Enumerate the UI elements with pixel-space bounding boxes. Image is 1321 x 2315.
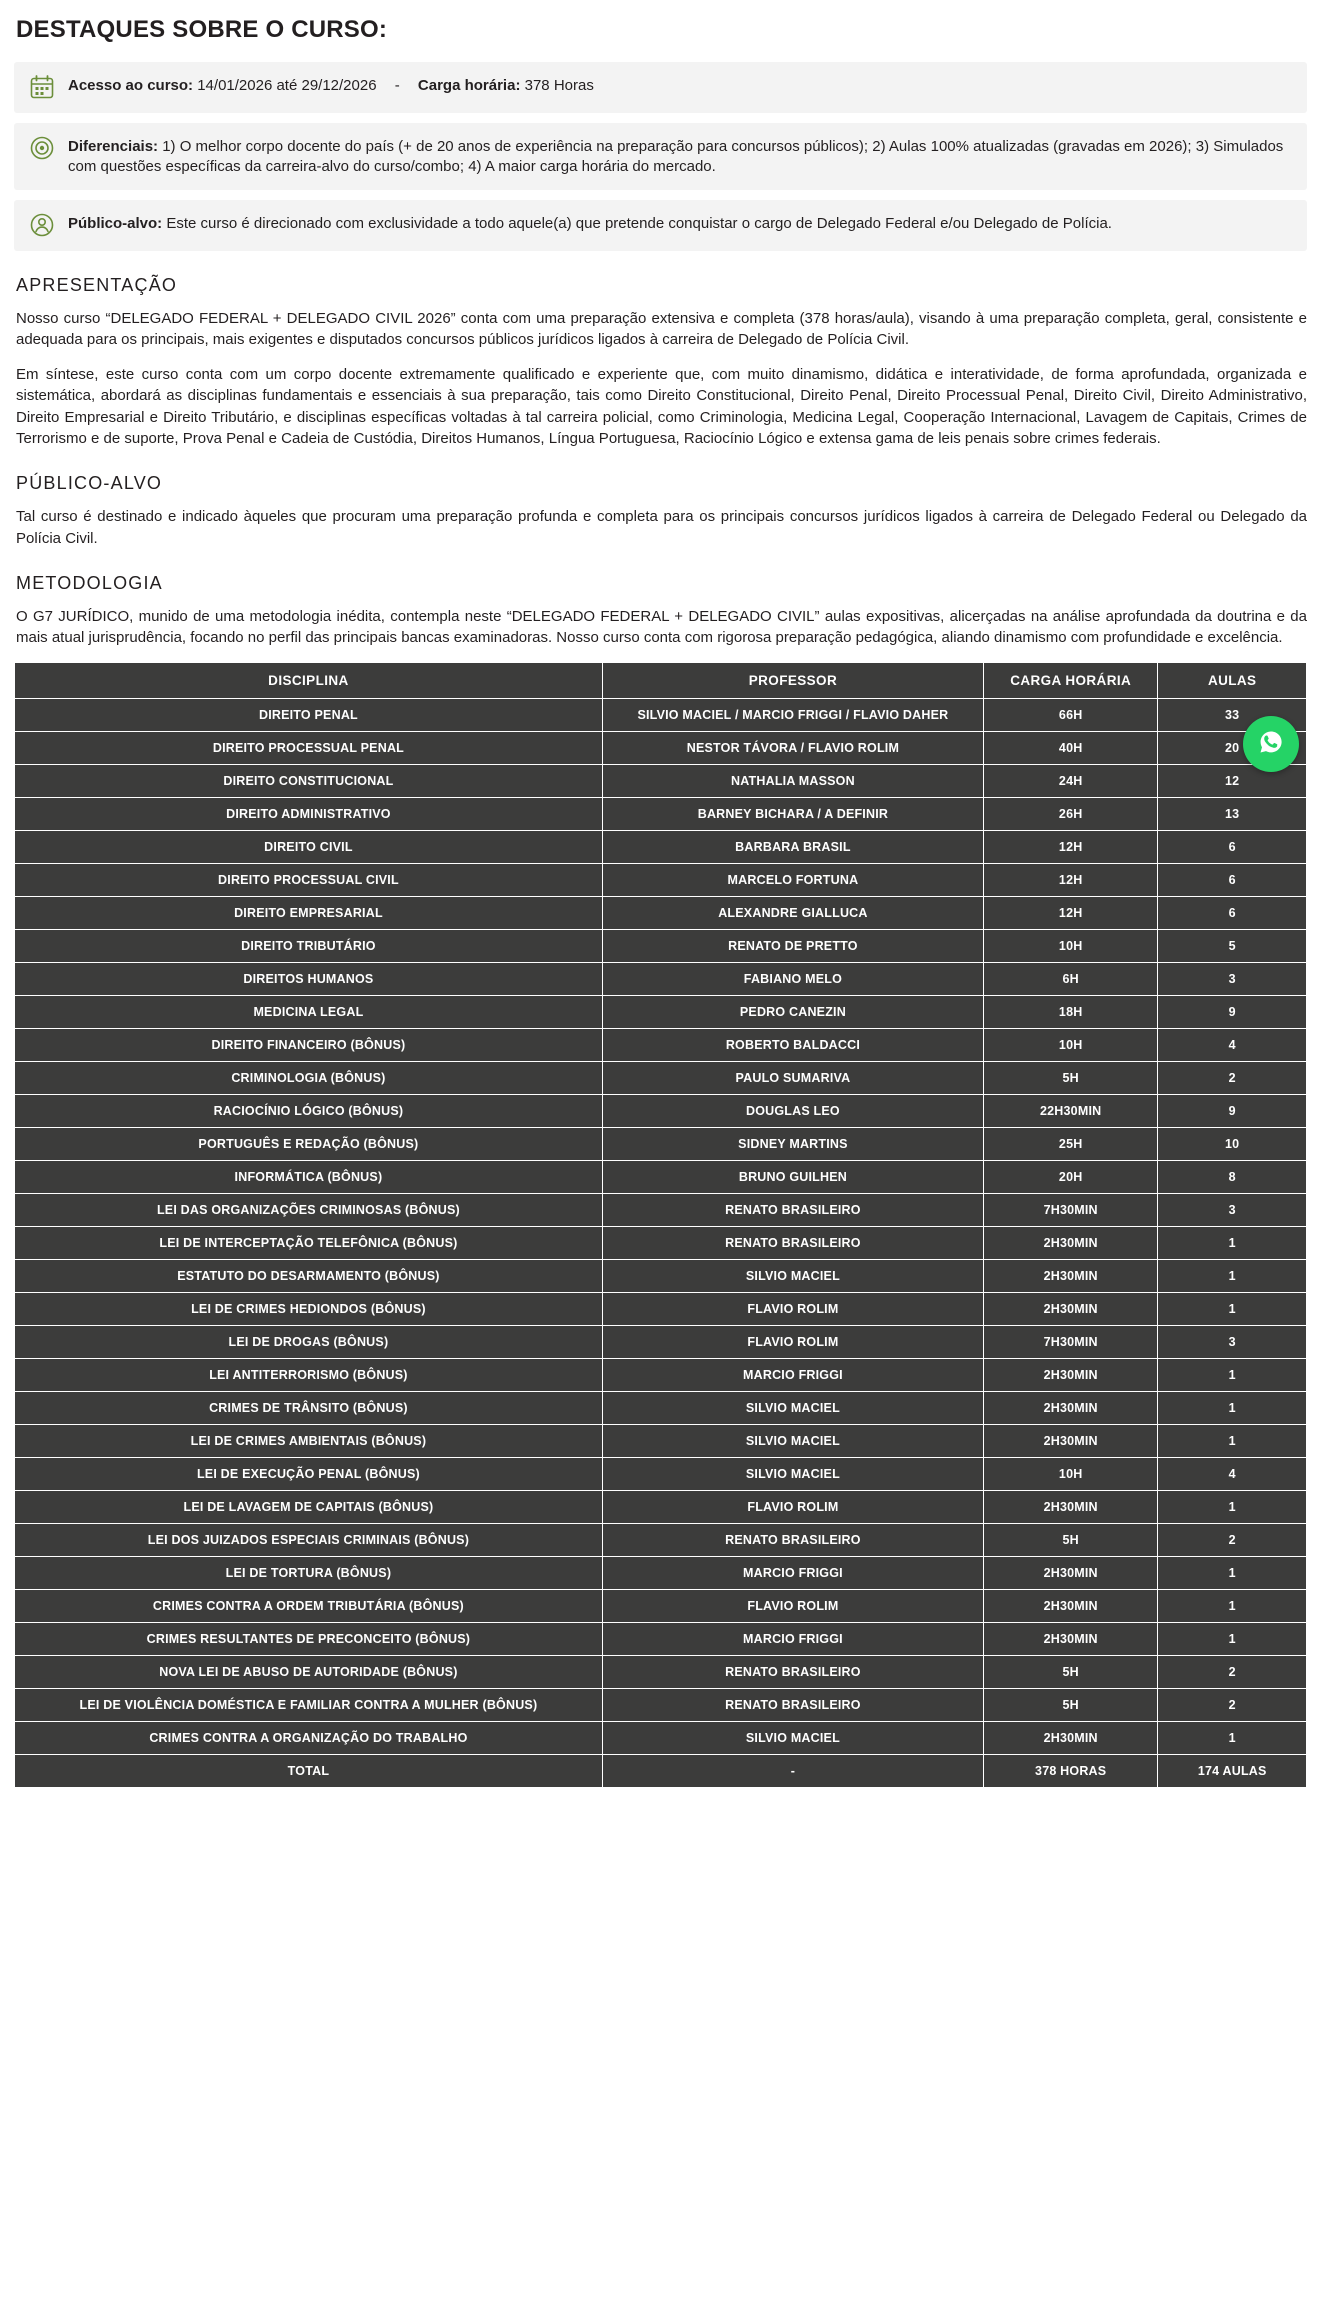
table-row: [15, 1326, 1307, 1359]
cell-disciplina: CRIMES RESULTANTES DE PRECONCEITO (BÔNUS): [15, 1623, 603, 1656]
cell-aulas: 12: [1158, 765, 1307, 798]
cell-professor: MARCIO FRIGGI: [602, 1557, 983, 1590]
cell-carga-horaria: 7H30MIN: [983, 1194, 1157, 1227]
cell-professor: NESTOR TÁVORA / FLAVIO ROLIM: [602, 732, 983, 765]
table-row: [15, 1458, 1307, 1491]
column-header-aulas: AULAS: [1158, 663, 1307, 699]
table-total-row: [15, 1755, 1307, 1788]
page-title: DESTAQUES SOBRE O CURSO:: [16, 16, 388, 43]
cell-aulas: 1: [1158, 1557, 1307, 1590]
table-row: [15, 930, 1307, 963]
cell-disciplina: DIREITO PROCESSUAL CIVIL: [15, 864, 603, 897]
cell-carga-horaria: 12H: [983, 864, 1157, 897]
cell-professor: PEDRO CANEZIN: [602, 996, 983, 1029]
cell-professor: SIDNEY MARTINS: [602, 1128, 983, 1161]
heading-metodologia: METODOLOGIA: [16, 572, 163, 593]
table-row: [15, 1293, 1307, 1326]
highlight-separator: -: [394, 77, 400, 94]
cell-professor: RENATO BRASILEIRO: [602, 1227, 983, 1260]
highlight-differentials-text: [68, 135, 1293, 178]
cell-carga-horaria: 2H30MIN: [983, 1260, 1157, 1293]
cell-professor: BARNEY BICHARA / A DEFINIR: [602, 798, 983, 831]
document-page: [0, 16, 1321, 2315]
cell-carga-horaria: 26H: [983, 798, 1157, 831]
table-row: [15, 1128, 1307, 1161]
differentials-label: Diferenciais:: [68, 138, 159, 155]
table-row: [15, 1590, 1307, 1623]
cell-carga-horaria: 5H: [983, 1689, 1157, 1722]
calendar-icon: [28, 73, 56, 101]
cell-carga-horaria: 2H30MIN: [983, 1491, 1157, 1524]
highlight-differentials: [14, 123, 1307, 190]
cell-professor: FLAVIO ROLIM: [602, 1326, 983, 1359]
column-header-disciplina: DISCIPLINA: [15, 663, 603, 699]
cell-disciplina: RACIOCÍNIO LÓGICO (BÔNUS): [15, 1095, 603, 1128]
cell-aulas: 5: [1158, 930, 1307, 963]
cell-disciplina: CRIMINOLOGIA (BÔNUS): [15, 1062, 603, 1095]
cell-aulas: 6: [1158, 864, 1307, 897]
highlight-audience-text: [68, 212, 1293, 234]
cell-aulas: 1: [1158, 1227, 1307, 1260]
cell-aulas: 1: [1158, 1491, 1307, 1524]
cell-professor: SILVIO MACIEL: [602, 1260, 983, 1293]
cell-disciplina: LEI DE TORTURA (BÔNUS): [15, 1557, 603, 1590]
cell-carga-horaria: 20H: [983, 1161, 1157, 1194]
cell-professor: FLAVIO ROLIM: [602, 1293, 983, 1326]
user-icon: [28, 211, 56, 239]
target-icon: [28, 134, 56, 162]
cell-disciplina: LEI DE LAVAGEM DE CAPITAIS (BÔNUS): [15, 1491, 603, 1524]
cell-disciplina: MEDICINA LEGAL: [15, 996, 603, 1029]
table-row: [15, 1161, 1307, 1194]
cell-aulas: 1: [1158, 1359, 1307, 1392]
cell-aulas: 1: [1158, 1293, 1307, 1326]
cell-carga-horaria: 40H: [983, 732, 1157, 765]
heading-publico-alvo: PÚBLICO-ALVO: [16, 473, 163, 494]
cell-professor: NATHALIA MASSON: [602, 765, 983, 798]
cell-professor: ROBERTO BALDACCI: [602, 1029, 983, 1062]
audience-label: Público-alvo:: [68, 214, 163, 232]
table-row: [15, 831, 1307, 864]
cell-aulas: 3: [1158, 1326, 1307, 1359]
cell-disciplina: DIREITO CIVIL: [15, 831, 603, 864]
cell-carga-horaria: 5H: [983, 1524, 1157, 1557]
table-row: [15, 1359, 1307, 1392]
table-row: [15, 1689, 1307, 1722]
cell-carga-horaria: 2H30MIN: [983, 1392, 1157, 1425]
table-row: [15, 1029, 1307, 1062]
cell-carga-horaria: 2H30MIN: [983, 1623, 1157, 1656]
cell-professor: DOUGLAS LEO: [602, 1095, 983, 1128]
cell-disciplina: ESTATUTO DO DESARMAMENTO (BÔNUS): [15, 1260, 603, 1293]
table-row: [15, 1227, 1307, 1260]
cell-professor: FLAVIO ROLIM: [602, 1491, 983, 1524]
table-row: [15, 1095, 1307, 1128]
disciplines-table: [14, 662, 1307, 1788]
table-row: [15, 1656, 1307, 1689]
table-row: [15, 1062, 1307, 1095]
table-row: [15, 897, 1307, 930]
cell-carga-horaria: 12H: [983, 897, 1157, 930]
cell-professor: SILVIO MACIEL / MARCIO FRIGGI / FLAVIO DAHER: [602, 699, 983, 732]
cell-carga-horaria: 66H: [983, 699, 1157, 732]
cell-disciplina: NOVA LEI DE ABUSO DE AUTORIDADE (BÔNUS): [15, 1656, 603, 1689]
cell-carga-horaria: 2H30MIN: [983, 1722, 1157, 1755]
cell-aulas: 2: [1158, 1062, 1307, 1095]
cell-disciplina: PORTUGUÊS E REDAÇÃO (BÔNUS): [15, 1128, 603, 1161]
cell-professor: RENATO BRASILEIRO: [602, 1194, 983, 1227]
table-row: [15, 1425, 1307, 1458]
cell-disciplina: LEI DE EXECUÇÃO PENAL (BÔNUS): [15, 1458, 603, 1491]
cell-aulas: 20: [1158, 732, 1307, 765]
cell-carga-horaria: 10H: [983, 1458, 1157, 1491]
workload-label: Carga horária:: [417, 77, 521, 94]
cell-disciplina: LEI DE CRIMES HEDIONDOS (BÔNUS): [15, 1293, 603, 1326]
cell-aulas: 2: [1158, 1656, 1307, 1689]
cell-disciplina: CRIMES CONTRA A ORDEM TRIBUTÁRIA (BÔNUS): [15, 1590, 603, 1623]
cell-professor: FABIANO MELO: [602, 963, 983, 996]
table-row: [15, 1722, 1307, 1755]
cell-aulas: 4: [1158, 1458, 1307, 1491]
total-cell-professor: -: [602, 1755, 983, 1788]
cell-carga-horaria: 2H30MIN: [983, 1359, 1157, 1392]
cell-disciplina: DIREITO CONSTITUCIONAL: [15, 765, 603, 798]
whatsapp-button[interactable]: [1243, 716, 1299, 772]
cell-aulas: 6: [1158, 831, 1307, 864]
cell-carga-horaria: 2H30MIN: [983, 1557, 1157, 1590]
cell-aulas: 1: [1158, 1623, 1307, 1656]
cell-disciplina: DIREITO ADMINISTRATIVO: [15, 798, 603, 831]
cell-aulas: 1: [1158, 1260, 1307, 1293]
access-label: Acesso ao curso:: [68, 77, 194, 94]
table-row: [15, 1623, 1307, 1656]
cell-carga-horaria: 2H30MIN: [983, 1425, 1157, 1458]
cell-disciplina: DIREITO FINANCEIRO (BÔNUS): [15, 1029, 603, 1062]
table-row: [15, 996, 1307, 1029]
cell-disciplina: LEI DAS ORGANIZAÇÕES CRIMINOSAS (BÔNUS): [15, 1194, 603, 1227]
table-row: [15, 1194, 1307, 1227]
cell-aulas: 3: [1158, 1194, 1307, 1227]
cell-aulas: 1: [1158, 1590, 1307, 1623]
table-row: [15, 1392, 1307, 1425]
cell-disciplina: DIREITO EMPRESARIAL: [15, 897, 603, 930]
cell-professor: SILVIO MACIEL: [602, 1425, 983, 1458]
cell-disciplina: LEI DE INTERCEPTAÇÃO TELEFÔNICA (BÔNUS): [15, 1227, 603, 1260]
cell-carga-horaria: 12H: [983, 831, 1157, 864]
differentials-value: 1) O melhor corpo docente do país (+ de 20 anos de experiência na preparação para concursos públicos); 2) Aulas 100% atualizadas (gravadas em 2026); 3) Simulados com questões específicas da carreira-alvo do curso/combo; 4) A maior carga horária do mercado.: [68, 138, 1284, 176]
table-row: [15, 699, 1307, 732]
cell-professor: ALEXANDRE GIALLUCA: [602, 897, 983, 930]
access-value: 14/01/2026 até 29/12/2026: [197, 77, 377, 94]
table-header-row: [15, 663, 1307, 699]
cell-disciplina: DIREITO TRIBUTÁRIO: [15, 930, 603, 963]
cell-disciplina: LEI ANTITERRORISMO (BÔNUS): [15, 1359, 603, 1392]
column-header-professor: PROFESSOR: [602, 663, 983, 699]
table-row: [15, 1260, 1307, 1293]
audience-value: Este curso é direcionado com exclusividade a todo aquele(a) que pretende conquistar o cargo de Delegado Federal e/ou Delegado de Polícia.: [166, 214, 1112, 232]
cell-aulas: 1: [1158, 1425, 1307, 1458]
cell-professor: RENATO BRASILEIRO: [602, 1656, 983, 1689]
cell-disciplina: LEI DOS JUIZADOS ESPECIAIS CRIMINAIS (BÔNUS): [15, 1524, 603, 1557]
cell-aulas: 2: [1158, 1524, 1307, 1557]
cell-professor: BRUNO GUILHEN: [602, 1161, 983, 1194]
cell-aulas: 13: [1158, 798, 1307, 831]
cell-aulas: 1: [1158, 1392, 1307, 1425]
cell-professor: MARCIO FRIGGI: [602, 1359, 983, 1392]
cell-professor: MARCELO FORTUNA: [602, 864, 983, 897]
cell-professor: MARCIO FRIGGI: [602, 1623, 983, 1656]
cell-disciplina: INFORMÁTICA (BÔNUS): [15, 1161, 603, 1194]
heading-apresentacao: APRESENTAÇÃO: [16, 274, 178, 295]
cell-aulas: 6: [1158, 897, 1307, 930]
total-cell-carga-horaria: 378 HORAS: [983, 1755, 1157, 1788]
cell-disciplina: LEI DE CRIMES AMBIENTAIS (BÔNUS): [15, 1425, 603, 1458]
cell-carga-horaria: 22H30MIN: [983, 1095, 1157, 1128]
cell-professor: RENATO BRASILEIRO: [602, 1524, 983, 1557]
cell-professor: SILVIO MACIEL: [602, 1458, 983, 1491]
whatsapp-icon: [1255, 726, 1287, 763]
cell-carga-horaria: 18H: [983, 996, 1157, 1029]
cell-professor: BARBARA BRASIL: [602, 831, 983, 864]
cell-professor: FLAVIO ROLIM: [602, 1590, 983, 1623]
cell-carga-horaria: 10H: [983, 1029, 1157, 1062]
cell-carga-horaria: 5H: [983, 1656, 1157, 1689]
cell-disciplina: DIREITO PENAL: [15, 699, 603, 732]
cell-carga-horaria: 25H: [983, 1128, 1157, 1161]
paragraph-metodologia-1: O G7 JURÍDICO, munido de uma metodologia inédita, contempla neste “DELEGADO FEDERAL + DELEGADO CIVIL” aulas expositivas, alicerçadas na análise aprofundada da doutrina e da mais atual jurisprudência, focando no perfil das principais bancas examinadoras. Nosso curso conta com rigorosa preparação pedagógica, aliando dinamismo com profundidade e excelência.: [16, 607, 1307, 647]
cell-carga-horaria: 2H30MIN: [983, 1227, 1157, 1260]
paragraph-publico-alvo-1: Tal curso é destinado e indicado àqueles que procuram uma preparação profunda e completa para os principais concursos jurídicos ligados à carreira de Delegado Federal ou Delegado da Polícia Civil.: [16, 508, 1307, 547]
cell-disciplina: DIREITO PROCESSUAL PENAL: [15, 732, 603, 765]
cell-aulas: 3: [1158, 963, 1307, 996]
cell-aulas: 33: [1158, 699, 1307, 732]
cell-carga-horaria: 24H: [983, 765, 1157, 798]
table-row: [15, 1557, 1307, 1590]
cell-professor: RENATO BRASILEIRO: [602, 1689, 983, 1722]
highlight-audience: [14, 200, 1307, 251]
cell-carga-horaria: 10H: [983, 930, 1157, 963]
table-row: [15, 963, 1307, 996]
cell-disciplina: LEI DE VIOLÊNCIA DOMÉSTICA E FAMILIAR CONTRA A MULHER (BÔNUS): [15, 1689, 603, 1722]
table-row: [15, 798, 1307, 831]
cell-aulas: 2: [1158, 1689, 1307, 1722]
table-row: [15, 864, 1307, 897]
cell-carga-horaria: 2H30MIN: [983, 1293, 1157, 1326]
table-row: [15, 732, 1307, 765]
highlight-access: [14, 62, 1307, 113]
paragraph-apresentacao-1: Nosso curso “DELEGADO FEDERAL + DELEGADO CIVIL 2026” conta com uma preparação extensiva e completa (378 horas/aula), visando à uma preparação completa, geral, consistente e adequada para os principais, mais exigentes e disputados concursos públicos jurídicos ligados à carreira de Delegado de Polícia Civil.: [16, 309, 1307, 348]
cell-carga-horaria: 2H30MIN: [983, 1590, 1157, 1623]
cell-disciplina: LEI DE DROGAS (BÔNUS): [15, 1326, 603, 1359]
total-cell-disciplina: TOTAL: [15, 1755, 603, 1788]
cell-carga-horaria: 7H30MIN: [983, 1326, 1157, 1359]
cell-aulas: 1: [1158, 1722, 1307, 1755]
table-row: [15, 1491, 1307, 1524]
cell-professor: PAULO SUMARIVA: [602, 1062, 983, 1095]
cell-aulas: 9: [1158, 1095, 1307, 1128]
cell-professor: SILVIO MACIEL: [602, 1392, 983, 1425]
cell-disciplina: DIREITOS HUMANOS: [15, 963, 603, 996]
cell-disciplina: CRIMES CONTRA A ORGANIZAÇÃO DO TRABALHO: [15, 1722, 603, 1755]
cell-professor: RENATO DE PRETTO: [602, 930, 983, 963]
highlight-access-text: [68, 74, 1293, 96]
cell-disciplina: CRIMES DE TRÂNSITO (BÔNUS): [15, 1392, 603, 1425]
column-header-carga-horaria: CARGA HORÁRIA: [983, 663, 1157, 699]
cell-aulas: 8: [1158, 1161, 1307, 1194]
cell-aulas: 4: [1158, 1029, 1307, 1062]
table-row: [15, 765, 1307, 798]
cell-carga-horaria: 6H: [983, 963, 1157, 996]
total-cell-aulas: 174 AULAS: [1158, 1755, 1307, 1788]
cell-aulas: 10: [1158, 1128, 1307, 1161]
paragraph-apresentacao-2: Em síntese, este curso conta com um corpo docente extremamente qualificado e experiente que, com muito dinamismo, didática e interatividade, de forma aprofundada, organizada e sistemática, abordará as disciplinas fundamentais e essenciais à sua preparação, tais como Direito Constitucional, Direito Penal, Direito Processual Penal, Direito Civil, Direito Administrativo, Direito Empresarial e Direito Tributário, e disciplinas específicas voltadas à tal carreira policial, como Criminologia, Medicina Legal, Cooperação Internacional, Lavagem de Capitais, Crimes de Terrorismo e de suporte, Prova Penal e Cadeia de Custódia, Direitos Humanos, Língua Portuguesa, Raciocínio Lógico e extensa gama de leis penais sobre crimes federais.: [16, 366, 1307, 447]
workload-value: 378 Horas: [524, 77, 594, 94]
cell-professor: SILVIO MACIEL: [602, 1722, 983, 1755]
cell-aulas: 9: [1158, 996, 1307, 1029]
cell-carga-horaria: 5H: [983, 1062, 1157, 1095]
table-row: [15, 1524, 1307, 1557]
